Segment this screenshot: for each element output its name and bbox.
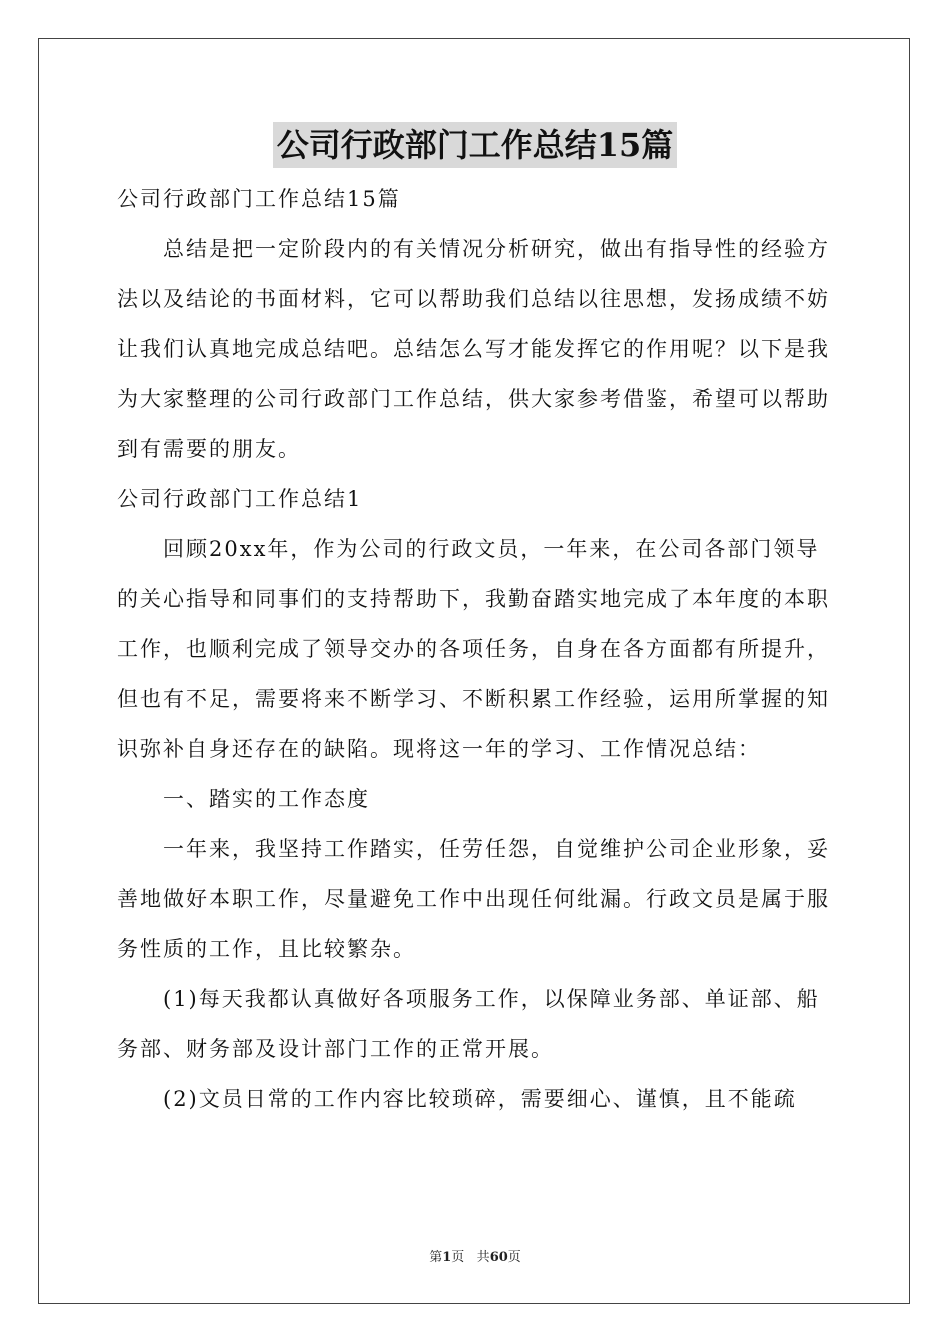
- footer-total-prefix: 共: [476, 1250, 490, 1265]
- document-body: [117, 174, 833, 1124]
- footer-prefix: 第: [429, 1250, 443, 1265]
- title-container: [0, 122, 950, 168]
- paragraph: 公司行政部门工作总结1: [117, 487, 363, 511]
- paragraph: 一年来，我坚持工作踏实，任劳任怨，自觉维护公司企业形象，妥善地做好本职工作，尽量避免工作中出现任何纰漏。行政文员是属于服务性质的工作，且比较繁杂。: [117, 837, 830, 961]
- paragraph: (2)文员日常的工作内容比较琐碎，需要细心、谨慎，且不能疏: [163, 1087, 797, 1111]
- page-footer: [0, 1246, 950, 1265]
- document-title: 公司行政部门工作总结15篇: [273, 122, 678, 168]
- footer-total-pages: 60: [489, 1250, 508, 1265]
- paragraph: 回顾20xx年，作为公司的行政文员，一年来，在公司各部门领导的关心指导和同事们的支持帮助下，我勤奋踏实地完成了本年度的本职工作，也顺利完成了领导交办的各项任务，自身在各方面都有所提升，但也有不足，需要将来不断学习、不断积累工作经验，运用所掌握的知识弥补自身还存在的缺陷。现将这一年的学习、工作情况总结：: [117, 537, 830, 761]
- footer-page-number: 1: [442, 1250, 452, 1265]
- paragraph: (1)每天我都认真做好各项服务工作，以保障业务部、单证部、船务部、财务部及设计部门工作的正常开展。: [117, 987, 820, 1061]
- footer-total-suffix: 页: [507, 1250, 521, 1265]
- paragraph: 总结是把一定阶段内的有关情况分析研究，做出有指导性的经验方法以及结论的书面材料，它可以帮助我们总结以往思想，发扬成绩不妨让我们认真地完成总结吧。总结怎么写才能发挥它的作用呢？以下是我为大家整理的公司行政部门工作总结，供大家参考借鉴，希望可以帮助到有需要的朋友。: [117, 237, 830, 461]
- footer-page-suffix: 页: [451, 1250, 465, 1265]
- paragraph: 公司行政部门工作总结15篇: [117, 187, 401, 211]
- paragraph: 一、踏实的工作态度: [163, 787, 370, 811]
